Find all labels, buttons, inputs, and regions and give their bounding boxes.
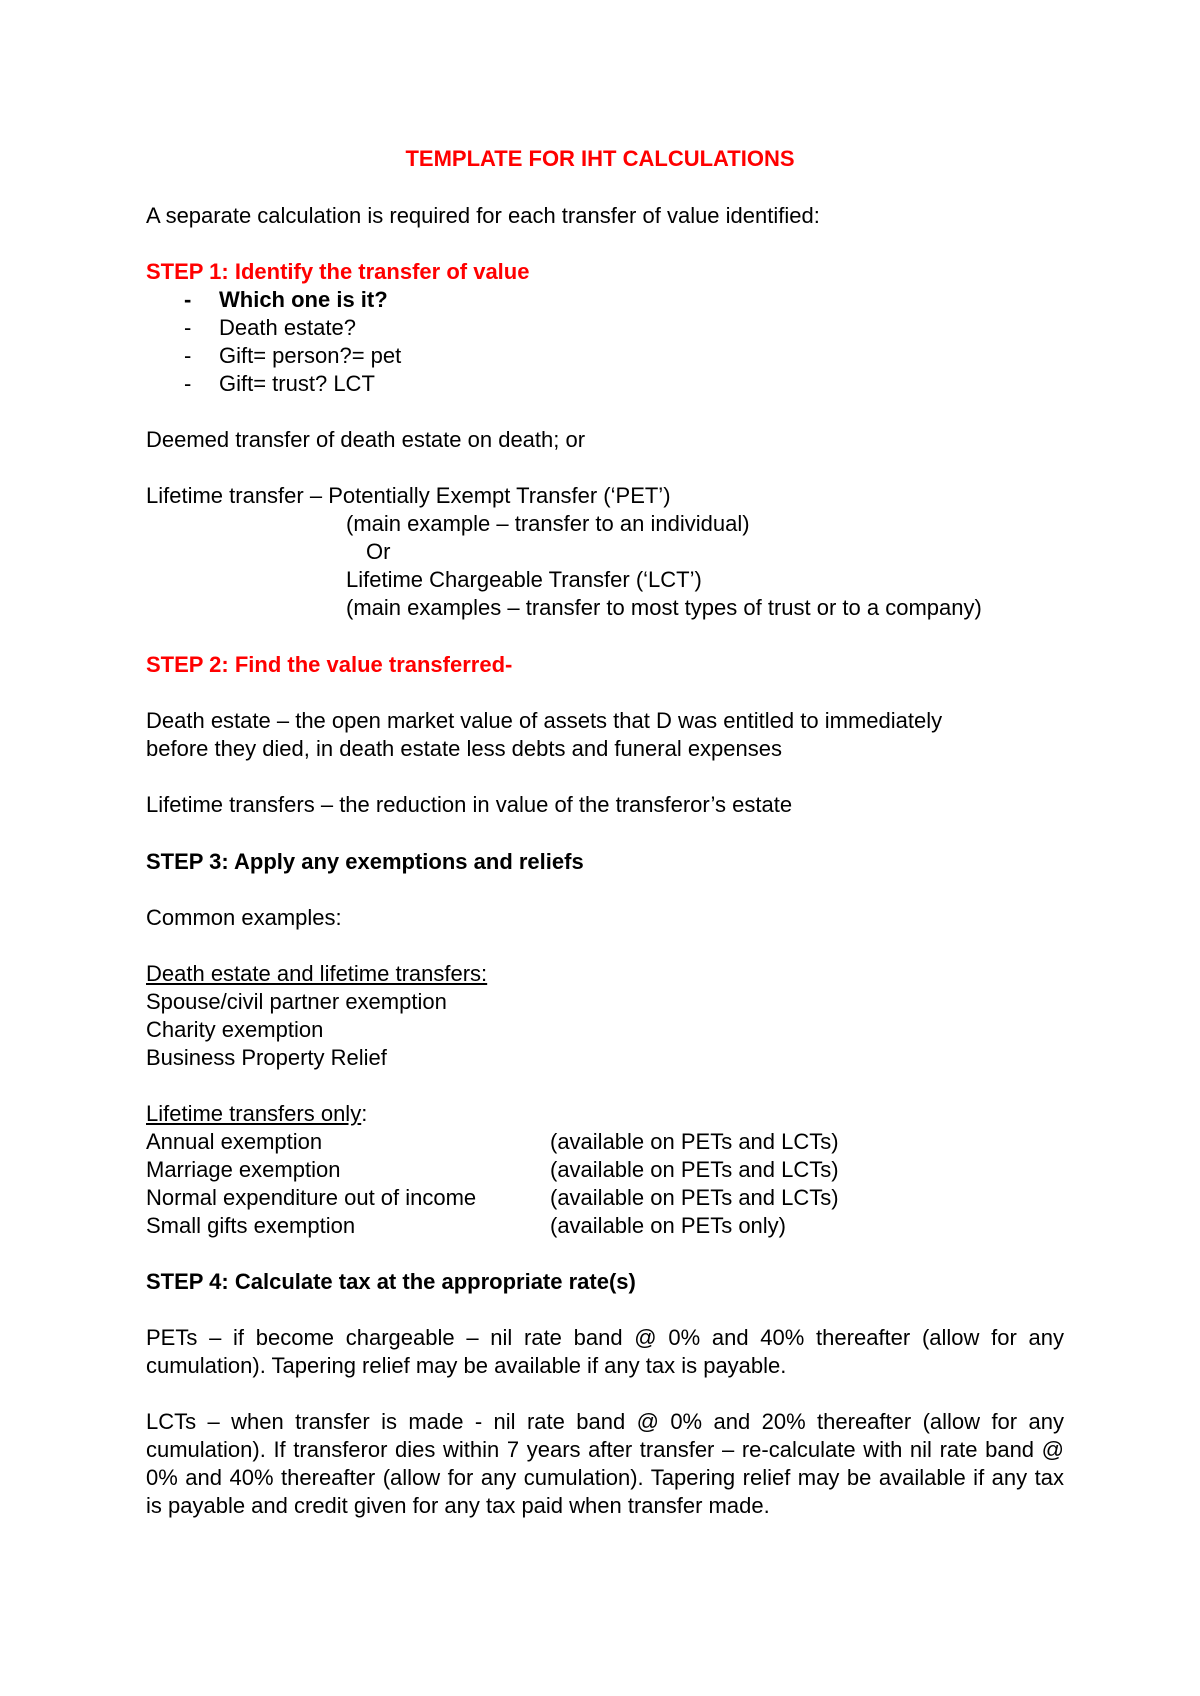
- lifetime-exemption-note: (available on PETs and LCTs): [550, 1157, 839, 1182]
- lifetime-exemption-note: (available on PETs and LCTs): [550, 1129, 839, 1154]
- pets-paragraph: PETs – if become chargeable – nil rate band @ 0% and 40% thereafter (allow for any cumulation). Tapering relief may be available if any tax is payable.: [146, 1325, 1064, 1378]
- death-estate-text-line2: before they died, in death estate less debts and funeral expenses: [146, 736, 782, 761]
- death-estate-text-line1: Death estate – the open market value of assets that D was entitled to immediately: [146, 708, 943, 733]
- lifetime-transfers-text: Lifetime transfers – the reduction in value of the transferor’s estate: [146, 792, 793, 817]
- common-examples-label: Common examples:: [146, 905, 342, 930]
- exemption-item: Business Property Relief: [146, 1045, 387, 1070]
- death-lifetime-subheading: Death estate and lifetime transfers:: [146, 961, 488, 986]
- bullet-item: Gift= person?= pet: [219, 343, 402, 368]
- lifetime-transfer-text: Lifetime transfer – Potentially Exempt Transfer (‘PET’): [146, 483, 671, 508]
- pet-example-text: (main example – transfer to an individual): [346, 511, 750, 536]
- exemption-item: Spouse/civil partner exemption: [146, 989, 447, 1014]
- lct-examples-text: (main examples – transfer to most types of trust or to a company): [346, 595, 982, 620]
- lifetime-exemption-name: Annual exemption: [146, 1129, 323, 1154]
- bullet-dash: -: [184, 343, 192, 368]
- lifetime-exemption-name: Small gifts exemption: [146, 1213, 356, 1238]
- bullet-item: Gift= trust? LCT: [219, 371, 375, 396]
- lifetime-only-label: Lifetime transfers only: [146, 1101, 362, 1126]
- intro-text: A separate calculation is required for each transfer of value identified:: [146, 203, 820, 228]
- lifetime-only-colon: :: [361, 1101, 368, 1126]
- lct-text: Lifetime Chargeable Transfer (‘LCT’): [346, 567, 702, 592]
- step2-heading: STEP 2: Find the value transferred-: [146, 652, 513, 677]
- lifetime-exemption-note: (available on PETs and LCTs): [550, 1185, 839, 1210]
- or-text: Or: [366, 539, 391, 564]
- exemption-item: Charity exemption: [146, 1017, 324, 1042]
- lifetime-exemption-name: Normal expenditure out of income: [146, 1185, 477, 1210]
- bullet-item: Death estate?: [219, 315, 356, 340]
- document-title: TEMPLATE FOR IHT CALCULATIONS: [405, 146, 795, 171]
- lifetime-exemption-note: (available on PETs only): [550, 1213, 787, 1238]
- step4-heading: STEP 4: Calculate tax at the appropriate rate(s): [146, 1269, 636, 1294]
- step1-heading: STEP 1: Identify the transfer of value: [146, 259, 530, 284]
- bullet-dash: -: [184, 371, 192, 396]
- lifetime-exemption-name: Marriage exemption: [146, 1157, 341, 1182]
- bullet-dash: -: [184, 287, 192, 312]
- deemed-transfer-text: Deemed transfer of death estate on death; or: [146, 427, 586, 452]
- lcts-paragraph: LCTs – when transfer is made - nil rate band @ 0% and 20% thereafter (allow for any cumulation). If transferor dies within 7 years after transfer – re-calculate with nil rate band @ 0% and 40% thereafter (allow for any cumulation). Tapering relief may be available if any tax is payable and credit given for any tax paid when transfer made.: [146, 1409, 1064, 1518]
- bullet-dash: -: [184, 315, 192, 340]
- bullet-item: Which one is it?: [219, 287, 388, 312]
- lifetime-only-subheading: [146, 1100, 367, 1128]
- step3-heading: STEP 3: Apply any exemptions and reliefs: [146, 849, 584, 874]
